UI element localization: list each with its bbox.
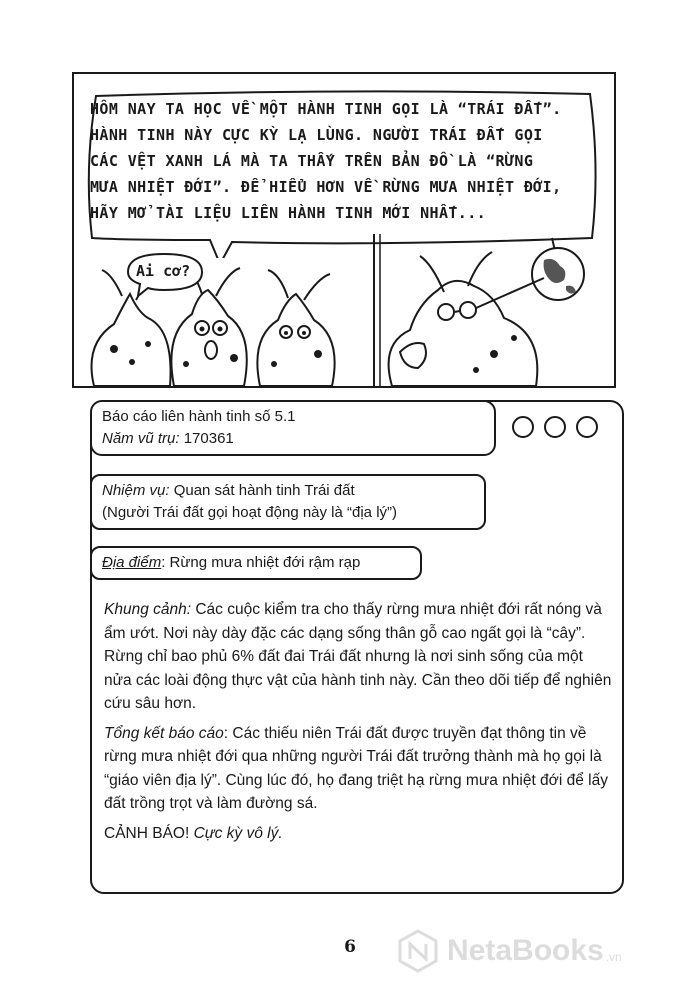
watermark bbox=[395, 928, 622, 974]
speech-line: HÃY MỞ TÀI LIỆU LIÊN HÀNH TINH MỚI NHẤT... bbox=[90, 204, 487, 222]
window-circle-icon bbox=[512, 416, 534, 438]
summary-paragraph bbox=[104, 722, 614, 816]
year-value: 170361 bbox=[179, 430, 234, 447]
location-label: Địa điểm bbox=[102, 554, 162, 571]
mission-label: Nhiệm vụ: bbox=[102, 482, 170, 499]
warning-label: CẢNH BÁO! bbox=[104, 824, 194, 842]
location-line bbox=[102, 552, 410, 574]
location-text: : Rừng mưa nhiệt đới rậm rạp bbox=[161, 554, 361, 571]
scene-text: Các cuộc kiểm tra cho thấy rừng mưa nhiệt đới rất nóng và ẩm ướt. Nơi này dày đặc các dạng sống thân gỗ cao ngất gọi là “cây”. Rừng chỉ bao phủ 6% đất đai Trái đất nhưng là nơi sinh sống của một nửa các loài động thực vật của hành tinh này. Cần theo dõi tiếp để nghiên cứu sâu hơn. bbox=[104, 601, 612, 712]
report-header-box bbox=[90, 400, 496, 456]
summary-text: : Các thiếu niên Trái đất được truyền đạt thông tin về rừng mưa nhiệt đới qua những người Trái đất trưởng thành mà họ gọi là “giáo viên địa lý”. Cùng lúc đó, họ đang triệt hạ rừng mưa nhiệt đới để lấy đất trồng trọt và làm đường sá. bbox=[104, 724, 608, 812]
watermark-brand: NetaBooks bbox=[447, 934, 604, 967]
page-number: 6 bbox=[344, 937, 356, 957]
location-box bbox=[90, 546, 422, 580]
report-year bbox=[102, 428, 484, 450]
watermark-suffix: .vn bbox=[605, 950, 622, 964]
year-label: Năm vũ trụ: bbox=[102, 430, 180, 447]
scene-paragraph bbox=[104, 598, 614, 716]
comic-panel bbox=[72, 72, 616, 388]
summary-label: Tổng kết báo cáo bbox=[104, 724, 224, 742]
globe-icon bbox=[532, 248, 584, 300]
report-card bbox=[90, 400, 624, 894]
window-circle-icon bbox=[576, 416, 598, 438]
speech-line: HÔM NAY TA HỌC VỀ MỘT HÀNH TINH GỌI LÀ “TRÁI ĐẤT”. bbox=[90, 100, 562, 118]
mission-note: (Người Trái đất gọi hoạt động này là “địa lý”) bbox=[102, 504, 398, 521]
small-bubble-text: Ai cơ? bbox=[136, 262, 191, 280]
mission-box bbox=[90, 474, 486, 530]
window-circle-icon bbox=[544, 416, 566, 438]
report-body bbox=[104, 598, 614, 851]
speech-text bbox=[90, 96, 560, 226]
speech-line: MƯA NHIỆT ĐỚI”. ĐỂ HIỂU HƠN VỀ RỪNG MƯA NHIỆT ĐỚI, bbox=[90, 178, 562, 196]
mission-line bbox=[102, 480, 474, 502]
scene-label: Khung cảnh: bbox=[104, 601, 192, 618]
mission-text: Quan sát hành tinh Trái đất bbox=[169, 482, 355, 499]
speech-line: HÀNH TINH NÀY CỰC KỲ LẠ LÙNG. NGƯỜI TRÁI ĐẤT GỌI bbox=[90, 126, 543, 144]
speech-line: CÁC VỆT XANH LÁ MÀ TA THẤY TRÊN BẢN ĐỒ LÀ “RỪNG bbox=[90, 152, 534, 170]
report-number: Báo cáo liên hành tinh số 5.1 bbox=[102, 408, 296, 425]
brand-logo-icon bbox=[395, 928, 441, 974]
warning-text: Cực kỳ vô lý. bbox=[193, 824, 283, 842]
warning-paragraph bbox=[104, 822, 614, 846]
